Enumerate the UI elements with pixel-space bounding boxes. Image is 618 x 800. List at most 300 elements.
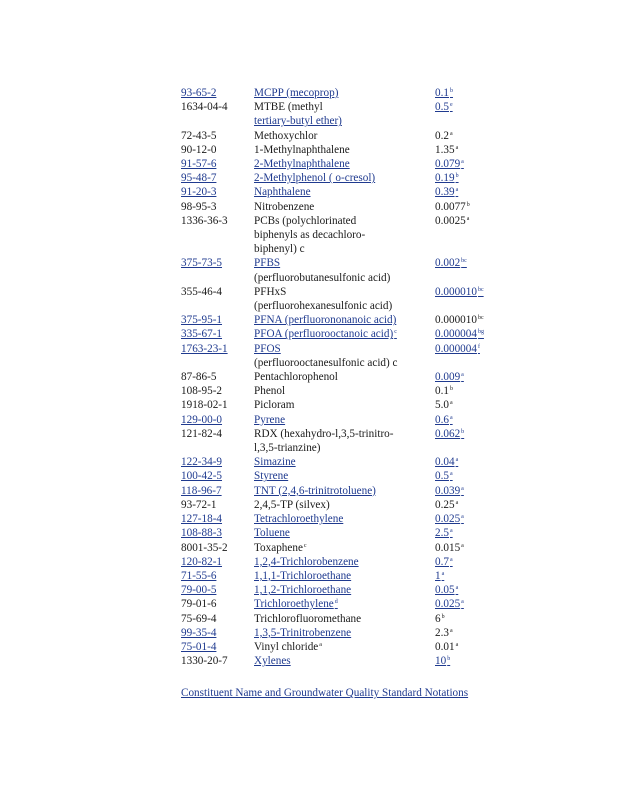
standard-value-text: 0.39 — [435, 186, 455, 199]
cas-number: 98-95-3 — [181, 200, 217, 213]
constituent-name — [254, 185, 435, 199]
constituent-name-line — [254, 427, 435, 441]
footer-heading[interactable]: Constituent Name and Groundwater Quality Standard Notations — [181, 687, 469, 699]
constituent-name-line[interactable] — [254, 597, 435, 611]
standard-value-text: 0.009 — [435, 371, 461, 384]
value-note: a — [455, 457, 459, 464]
constituent-name-line[interactable] — [254, 569, 435, 583]
constituent-name-line — [254, 612, 435, 626]
standard-value — [435, 256, 495, 284]
constituent-name — [254, 484, 435, 498]
constituent-name-text: Pyrene — [254, 413, 286, 426]
constituent-rows — [181, 86, 495, 668]
standard-value — [435, 86, 495, 100]
constituent-name-text: PFOA (perfluorooctanoic acid) — [254, 328, 394, 341]
value-note: e — [449, 102, 453, 109]
standard-value — [435, 100, 495, 128]
standard-value — [435, 129, 495, 143]
cas-number: 8001-35-2 — [181, 541, 228, 554]
constituent-name-line[interactable] — [254, 256, 435, 270]
constituent-name-text: l,3,5-trianzine) — [254, 442, 321, 455]
constituent-name — [254, 455, 435, 469]
constituent-name-text: MCPP (mecoprop) — [254, 87, 339, 99]
standard-value — [435, 171, 495, 185]
constituent-name — [254, 541, 435, 555]
constituent-table — [181, 86, 495, 668]
standard-value-text: 0.025 — [435, 598, 461, 611]
constituent-name-text: PFOS — [254, 342, 281, 355]
table-row — [181, 512, 495, 526]
table-row — [181, 171, 495, 185]
constituent-name — [254, 654, 435, 668]
value-note: a — [461, 485, 464, 492]
value-note: a — [455, 144, 459, 151]
constituent-name — [254, 612, 435, 626]
value-note: a — [449, 471, 453, 478]
cas-number[interactable]: 129-00-0 — [181, 413, 223, 426]
value-note: a — [449, 556, 453, 563]
standard-value — [435, 640, 495, 654]
constituent-name-line[interactable] — [254, 583, 435, 597]
constituent-name-text: Pentachlorophenol — [254, 371, 338, 384]
standard-value-text: 0.000010 — [435, 314, 477, 327]
constituent-name — [254, 313, 435, 327]
standard-value — [435, 597, 495, 611]
table-row — [181, 285, 495, 313]
standard-value-wrap — [435, 385, 453, 397]
standard-value — [435, 654, 495, 668]
standard-value-wrap[interactable] — [435, 556, 453, 568]
value-note: b — [455, 173, 459, 180]
cas-number[interactable]: 95-48-7 — [181, 172, 217, 185]
standard-value — [435, 541, 495, 555]
standard-value-wrap — [435, 542, 464, 554]
constituent-name — [254, 285, 435, 313]
standard-value — [435, 498, 495, 512]
cas-number[interactable]: 93-65-2 — [181, 87, 217, 99]
constituent-name-text: 1-Methylnaphthalene — [254, 143, 350, 156]
cas-number: 1330-20-7 — [181, 655, 228, 668]
constituent-name-line — [254, 356, 435, 370]
constituent-name-line[interactable] — [254, 86, 435, 100]
constituent-name-line[interactable] — [254, 157, 435, 171]
standard-value-wrap[interactable] — [435, 513, 464, 525]
standard-value-text: 1.35 — [435, 143, 455, 156]
constituent-name-line — [254, 100, 435, 114]
cas-number[interactable]: 75-01-4 — [181, 640, 217, 653]
constituent-name-line — [254, 541, 435, 555]
constituent-name-text: 2-Methylnaphthalene — [254, 158, 350, 171]
table-row — [181, 469, 495, 483]
value-note: b — [449, 386, 453, 393]
name-note: c — [394, 329, 397, 336]
standard-value-text: 0.015 — [435, 541, 461, 554]
constituent-name-text: PFNA (perfluorononanoic acid) — [254, 314, 397, 327]
constituent-name-line — [254, 384, 435, 398]
standard-value-wrap[interactable] — [435, 428, 464, 440]
cas-number: 72-43-5 — [181, 129, 217, 142]
cas-number[interactable]: 79-00-5 — [181, 584, 217, 597]
constituent-name — [254, 640, 435, 654]
name-note: c — [303, 542, 307, 549]
standard-value-wrap[interactable] — [435, 371, 464, 383]
constituent-name-line[interactable] — [254, 484, 435, 498]
standard-value-text: 0.062 — [435, 427, 461, 440]
constituent-name — [254, 526, 435, 540]
value-note: a — [449, 414, 453, 421]
constituent-name — [254, 256, 435, 284]
constituent-name-text: Toluene — [254, 527, 290, 540]
table-row — [181, 384, 495, 398]
standard-value — [435, 612, 495, 626]
constituent-name — [254, 427, 435, 455]
constituent-name — [254, 413, 435, 427]
constituent-name-text: Trichloroethylene — [254, 598, 334, 611]
cas-number[interactable]: 375-95-1 — [181, 314, 223, 327]
standard-value-text: 0.000004 — [435, 328, 477, 341]
standard-value-wrap[interactable] — [435, 87, 453, 99]
standard-value — [435, 413, 495, 427]
table-row — [181, 555, 495, 569]
standard-value — [435, 143, 495, 157]
standard-value — [435, 398, 495, 412]
standard-value — [435, 484, 495, 498]
constituent-name — [254, 143, 435, 157]
value-note: bc — [461, 258, 467, 265]
constituent-name-line — [254, 200, 435, 214]
constituent-name — [254, 129, 435, 143]
standard-value — [435, 313, 495, 327]
standard-value-wrap[interactable] — [435, 286, 484, 298]
standard-value-text: 0.0025 — [435, 214, 466, 227]
standard-value — [435, 555, 495, 569]
constituent-name-line — [254, 398, 435, 412]
constituent-name-text: Trichlorofluoromethane — [254, 612, 362, 625]
cas-number: 1918-02-1 — [181, 399, 228, 412]
table-row — [181, 185, 495, 199]
constituent-name-text: 2-Methylphenol ( o-cresol) — [254, 172, 376, 185]
standard-value-wrap[interactable] — [435, 343, 480, 355]
standard-value-wrap[interactable] — [435, 172, 459, 184]
standard-value-text: 0.05 — [435, 584, 455, 597]
standard-value-text: 0.7 — [435, 555, 449, 568]
value-note: a — [449, 627, 453, 634]
constituent-name-text: Phenol — [254, 385, 286, 398]
standard-value-text: 0.5 — [435, 470, 449, 483]
constituent-name-line[interactable] — [254, 512, 435, 526]
standard-value-text: 0.0077 — [435, 200, 466, 213]
constituent-name-line[interactable] — [254, 469, 435, 483]
constituent-name-line[interactable] — [254, 313, 435, 327]
standard-value-text: 0.5 — [435, 101, 449, 114]
table-row — [181, 398, 495, 412]
constituent-name-text: Toxaphene — [254, 541, 303, 554]
standard-value-wrap[interactable] — [435, 414, 453, 426]
constituent-name — [254, 555, 435, 569]
standard-value-wrap — [435, 613, 445, 625]
constituent-name-line — [254, 498, 435, 512]
constituent-name-text: (perfluorooctanesulfonic acid) c — [254, 356, 398, 369]
constituent-name-text: MTBE (methyl — [254, 101, 323, 114]
table-row — [181, 327, 495, 341]
standard-value-wrap[interactable] — [435, 570, 444, 582]
value-note: bc — [477, 286, 484, 293]
constituent-name-text: biphenyls as decachloro- — [254, 229, 366, 242]
standard-value-wrap — [435, 130, 453, 142]
table-row — [181, 342, 495, 370]
value-note: b — [461, 428, 465, 435]
value-note: a — [449, 130, 453, 137]
standard-value — [435, 200, 495, 214]
value-note: a — [449, 528, 453, 535]
cas-number: 108-95-2 — [181, 385, 223, 398]
constituent-name-line[interactable] — [254, 413, 435, 427]
standard-value-text: 0.002 — [435, 257, 461, 270]
table-row — [181, 86, 495, 100]
constituent-name-text: Simazine — [254, 456, 296, 469]
constituent-name — [254, 569, 435, 583]
standard-value-text: 2.3 — [435, 626, 449, 639]
constituent-name — [254, 583, 435, 597]
constituent-name — [254, 327, 435, 341]
constituent-name-line — [254, 285, 435, 299]
table-row — [181, 541, 495, 555]
constituent-name-text: PFHxS — [254, 285, 287, 298]
constituent-name-text: 1,3,5-Trinitrobenzene — [254, 626, 352, 639]
constituent-name-text: Nitrobenzene — [254, 200, 315, 213]
constituent-name-line — [254, 129, 435, 143]
value-note: bg — [477, 329, 484, 336]
value-note: bc — [477, 315, 484, 322]
value-note: a — [466, 215, 470, 222]
table-row — [181, 313, 495, 327]
standard-value-text: 0.1 — [435, 87, 449, 99]
constituent-name-line[interactable] — [254, 327, 435, 341]
constituent-name — [254, 398, 435, 412]
standard-value — [435, 327, 495, 341]
constituent-name-text: (perfluorohexanesulfonic acid) — [254, 300, 393, 313]
constituent-name-line — [254, 214, 435, 228]
value-note: a — [449, 400, 453, 407]
constituent-name-text: Picloram — [254, 399, 295, 412]
table-row — [181, 498, 495, 512]
standard-value-text: 0.2 — [435, 129, 449, 142]
constituent-name — [254, 214, 435, 257]
cas-number: 121-82-4 — [181, 427, 223, 440]
constituent-name-line — [254, 370, 435, 384]
constituent-name-text: Vinyl chloride — [254, 640, 319, 653]
constituent-name-line[interactable] — [254, 171, 435, 185]
constituent-name-text: biphenyl) c — [254, 243, 305, 256]
standard-value — [435, 469, 495, 483]
standard-value-wrap[interactable] — [435, 584, 458, 596]
name-note: d — [334, 599, 338, 606]
constituent-name-text: (perfluorobutanesulfonic acid) — [254, 271, 391, 284]
standard-value-text: 0.079 — [435, 158, 461, 171]
cas-number: 75-69-4 — [181, 612, 217, 625]
cas-number[interactable]: 1763-23-1 — [181, 342, 228, 355]
standard-value-text: 2.5 — [435, 527, 449, 540]
standard-value — [435, 427, 495, 455]
table-row — [181, 100, 495, 128]
table-row — [181, 427, 495, 455]
name-note: a — [319, 641, 322, 648]
cas-number[interactable]: 100-42-5 — [181, 470, 223, 483]
constituent-name-line[interactable] — [254, 626, 435, 640]
cas-number[interactable]: 122-34-9 — [181, 456, 223, 469]
cas-number[interactable]: 335-67-1 — [181, 328, 223, 341]
value-note: a — [455, 641, 459, 648]
constituent-name — [254, 498, 435, 512]
standard-value-wrap — [435, 215, 469, 227]
constituent-name — [254, 626, 435, 640]
cas-number: 1634-04-4 — [181, 101, 228, 114]
table-row — [181, 640, 495, 654]
standard-value — [435, 455, 495, 469]
standard-value-wrap[interactable] — [435, 598, 464, 610]
table-row — [181, 200, 495, 214]
cas-number[interactable]: 71-55-6 — [181, 569, 217, 582]
standard-value-wrap[interactable] — [435, 527, 453, 539]
constituent-name-text: Naphthalene — [254, 186, 311, 199]
standard-value-wrap — [435, 627, 453, 639]
constituent-name-line — [254, 271, 435, 285]
standard-value-wrap[interactable] — [435, 328, 484, 340]
cas-number[interactable]: 127-18-4 — [181, 513, 223, 526]
standard-value-text: 10 — [435, 655, 447, 668]
table-row — [181, 157, 495, 171]
standard-value-text: 0.6 — [435, 413, 449, 426]
standard-value-text: 0.25 — [435, 498, 455, 511]
standard-value-wrap[interactable] — [435, 186, 458, 198]
cas-number: 1336-36-3 — [181, 214, 228, 227]
table-row — [181, 143, 495, 157]
constituent-name-text: TNT (2,4,6-trinitrotoluene) — [254, 484, 376, 497]
constituent-name-text: Tetrachloroethylene — [254, 513, 344, 526]
constituent-name-text: RDX (hexahydro-l,3,5-trinitro- — [254, 427, 394, 440]
standard-value — [435, 214, 495, 257]
constituent-name — [254, 100, 435, 128]
constituent-name-line[interactable] — [254, 342, 435, 356]
cas-number[interactable]: 91-57-6 — [181, 158, 217, 171]
standard-value-text: 6 — [435, 612, 441, 625]
cas-number[interactable]: 118-96-7 — [181, 484, 222, 497]
cas-number[interactable]: 99-35-4 — [181, 626, 217, 639]
cas-number[interactable]: 375-73-5 — [181, 257, 223, 270]
table-row — [181, 413, 495, 427]
standard-value — [435, 626, 495, 640]
constituent-name-text: Methoxychlor — [254, 129, 318, 142]
constituent-name-text: Xylenes — [254, 655, 291, 668]
value-note: a — [441, 570, 445, 577]
standard-value-text: 0.19 — [435, 172, 455, 185]
constituent-name-line[interactable] — [254, 455, 435, 469]
table-row — [181, 626, 495, 640]
constituent-name-text: Styrene — [254, 470, 289, 483]
standard-value — [435, 370, 495, 384]
standard-value — [435, 583, 495, 597]
value-note: a — [461, 372, 464, 379]
constituent-name-text: 1,1,2-Trichloroethane — [254, 584, 352, 597]
standard-value-wrap — [435, 201, 470, 213]
constituent-name-line[interactable] — [254, 654, 435, 668]
value-note: b — [441, 613, 445, 620]
constituent-name-text: 1,1,1-Trichloroethane — [254, 569, 352, 582]
constituent-name — [254, 342, 435, 370]
cas-number[interactable]: 108-88-3 — [181, 527, 223, 540]
table-row — [181, 455, 495, 469]
constituent-name — [254, 512, 435, 526]
constituent-name — [254, 597, 435, 611]
standard-value — [435, 285, 495, 313]
standard-value-wrap[interactable] — [435, 655, 450, 667]
constituent-name-text: PFBS — [254, 257, 281, 270]
cas-number: 90-12-0 — [181, 143, 217, 156]
standard-value-text: 1 — [435, 569, 441, 582]
constituent-name-line[interactable] — [254, 555, 435, 569]
constituent-name-text: 1,2,4-Trichlorobenzene — [254, 555, 359, 568]
constituent-name-line — [254, 640, 435, 654]
value-note: b — [466, 201, 470, 208]
value-note: a — [461, 542, 464, 549]
value-note: b — [449, 88, 453, 94]
constituent-name-line — [254, 299, 435, 313]
standard-value-wrap[interactable] — [435, 470, 453, 482]
standard-value-wrap[interactable] — [435, 257, 467, 269]
standard-value-text: 0.04 — [435, 456, 455, 469]
constituent-name — [254, 157, 435, 171]
standard-value-text: 0.025 — [435, 513, 461, 526]
standard-value-wrap[interactable] — [435, 485, 464, 497]
standard-value-text: 5.0 — [435, 399, 449, 412]
value-note: a — [461, 514, 464, 521]
value-note: b — [447, 656, 451, 663]
table-row — [181, 129, 495, 143]
standard-value — [435, 157, 495, 171]
standard-value-wrap — [435, 499, 458, 511]
constituent-name-text: PCBs (polychlorinated — [254, 214, 357, 227]
standard-value-wrap[interactable] — [435, 158, 464, 170]
constituent-name-line[interactable] — [254, 114, 435, 128]
constituent-name-line[interactable] — [254, 185, 435, 199]
standard-value — [435, 526, 495, 540]
constituent-name — [254, 200, 435, 214]
standard-value — [435, 185, 495, 199]
standard-value-text: 0.01 — [435, 640, 455, 653]
cas-number[interactable]: 91-20-3 — [181, 186, 217, 199]
standard-value-wrap — [435, 314, 484, 326]
constituent-name-line — [254, 228, 435, 242]
standard-value — [435, 512, 495, 526]
constituent-name-line[interactable] — [254, 526, 435, 540]
standard-value-text: 0.039 — [435, 484, 461, 497]
standard-value-wrap[interactable] — [435, 456, 458, 468]
cas-number: 355-46-4 — [181, 285, 223, 298]
standard-value-wrap[interactable] — [435, 101, 453, 113]
table-row — [181, 583, 495, 597]
constituent-name-line — [254, 441, 435, 455]
constituent-name — [254, 171, 435, 185]
constituent-name-text: 2,4,5-TP (silvex) — [254, 498, 330, 511]
standard-value-wrap — [435, 144, 458, 156]
cas-number: 87-86-5 — [181, 371, 217, 384]
table-row — [181, 370, 495, 384]
standard-value-wrap — [435, 641, 458, 653]
standard-value — [435, 569, 495, 583]
value-note: a — [461, 159, 464, 166]
standard-value — [435, 342, 495, 370]
cas-number[interactable]: 120-82-1 — [181, 555, 223, 568]
